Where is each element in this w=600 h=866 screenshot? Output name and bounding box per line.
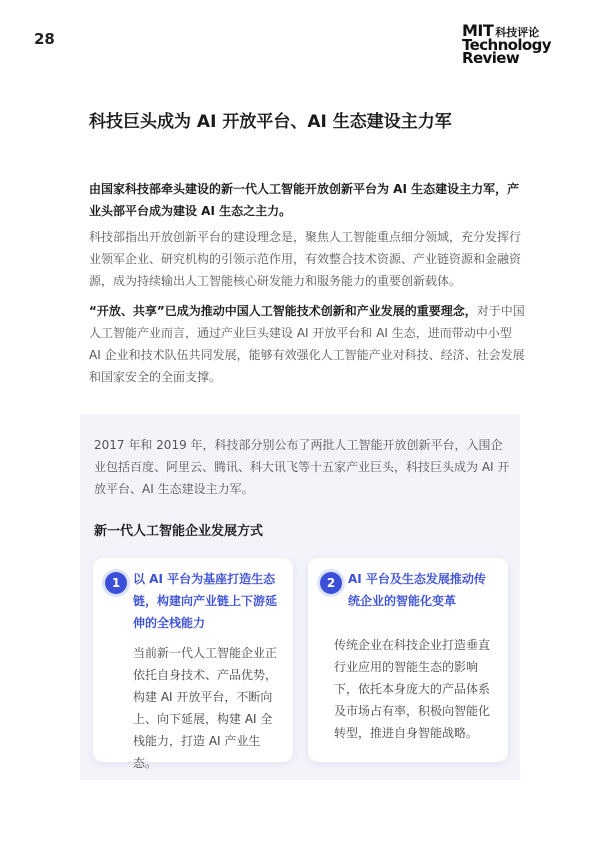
- card-2: [308, 558, 508, 762]
- mit-technology-review-logo: [462, 21, 572, 67]
- page-number: 28: [34, 30, 55, 48]
- info-panel: [80, 414, 520, 780]
- card-1-body: 当前新一代人工智能企业正依托自身技术、产品优势，构建 AI 开放平台，不断向上、向下延展，构建 AI 全栈能力，打造 AI 产业生态。: [133, 646, 278, 770]
- paragraph-1: 科技部指出开放创新平台的建设理念是，聚焦人工智能重点细分领域，充分发挥行业领军企业、研究机构的引领示范作用，有效整合技术资源、产业链资源和金融资源，成为持续输出人工智能核心研发能力和服务能力的重要创新载体。: [89, 230, 522, 288]
- logo-mit: MIT: [462, 21, 494, 40]
- panel-text: 2017 年和 2019 年，科技部分别公布了两批人工智能开放创新平台，入围企业包括百度、阿里云、腾讯、科大讯飞等十五家产业巨头，科技巨头成为 AI 开放平台、AI 生态建设主力军。: [94, 438, 510, 496]
- logo-technology: Technology: [462, 36, 551, 54]
- paragraph-2-bold: “开放、共享”已成为推动中国人工智能技术创新和产业发展的重要理念，: [89, 304, 477, 318]
- card-2-number-badge: 2: [320, 572, 342, 594]
- card-2-title: AI 平台及生态发展推动传统企业的智能化变革: [348, 572, 486, 608]
- paragraph-2-rest: 对于中国人工智能产业而言，通过产业巨头建设 AI 开放平台和 AI 生态，进而带动中小型 AI 企业和技术队伍共同发展，能够有效强化人工智能产业对科技、经济、社会发展和国家安全的全面支撑。: [89, 304, 525, 384]
- logo-cn: 科技评论: [495, 26, 540, 39]
- card-1-number-badge: 1: [105, 572, 127, 594]
- panel-subtitle: 新一代人工智能企业发展方式: [94, 524, 264, 539]
- logo-review: Review: [462, 49, 520, 67]
- paragraph-2: [89, 300, 525, 388]
- card-1-title: 以 AI 平台为基座打造生态链，构建向产业链上下游延伸的全栈能力: [133, 572, 278, 630]
- page-title: 科技巨头成为 AI 开放平台、AI 生态建设主力军: [89, 112, 452, 132]
- card-1: [93, 558, 293, 770]
- card-2-body: 传统企业在科技企业打造垂直行业应用的智能生态的影响下，依托本身庞大的产品体系及市场占有率，积极向智能化转型，推进自身智能战略。: [334, 638, 491, 740]
- lead-paragraph: 由国家科技部牵头建设的新一代人工智能开放创新平台为 AI 生态建设主力军，产业头部平台成为建设 AI 生态之主力。: [89, 182, 520, 218]
